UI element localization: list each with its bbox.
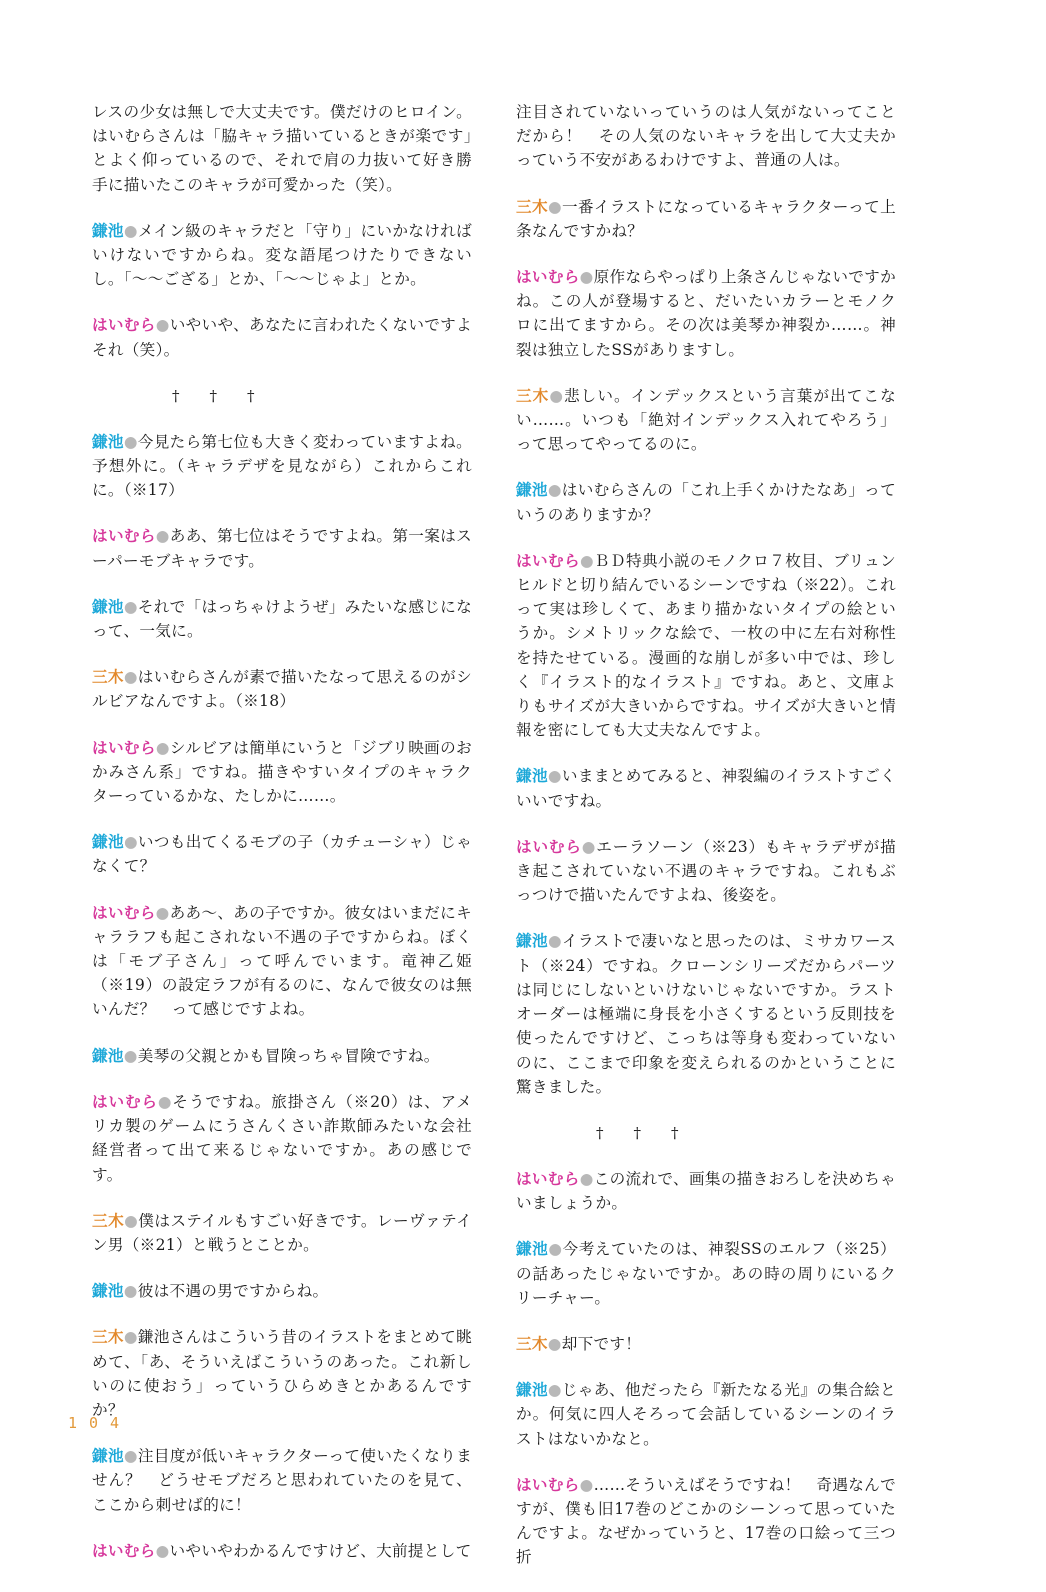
speaker-bullet-icon: ● bbox=[123, 1447, 138, 1466]
dialogue-text: ＢＤ特典小説のモノクロ７枚目、ブリュンヒルドと切り結んでいるシーンですね（※22）。これって実は珍しくて、あまり描かないタイプの絵というか。シメトリックな絵で、一枚の中に左右対称性を持たせている。漫画的な崩しが多い中では、珍しく『イラスト的なイラスト』ですね。あと、文庫よりもサイズが大きいからですね。サイズが大きいと情報を密にしても大丈夫なんですよ。 bbox=[516, 551, 896, 740]
speaker-bullet-icon: ● bbox=[579, 1475, 594, 1494]
dialogue-paragraph bbox=[516, 929, 896, 1098]
speaker-name: 三木 bbox=[92, 668, 124, 687]
speaker-name: はいむら bbox=[516, 1169, 580, 1188]
speaker-bullet-icon: ● bbox=[155, 527, 170, 546]
dialogue-paragraph bbox=[92, 1539, 472, 1563]
dialogue-text: この流れで、画集の描きおろしを決めちゃいましょうか。 bbox=[516, 1169, 897, 1213]
dialogue-paragraph bbox=[516, 384, 896, 457]
dialogue-paragraph bbox=[516, 1167, 896, 1215]
dialogue-text: 今見たら第七位も大きく変わっていますよね。予想外に。（キャラデザを見ながら）これからこれに。（※17） bbox=[92, 432, 472, 500]
dagger-mark: † bbox=[172, 386, 180, 405]
speaker-name: 鎌池 bbox=[516, 767, 548, 786]
speaker-bullet-icon: ● bbox=[155, 316, 170, 335]
dialogue-paragraph bbox=[92, 1209, 472, 1257]
speaker-name: 鎌池 bbox=[92, 597, 124, 616]
dialogue-text: いやいや、あなたに言われたくないですよそれ（笑）。 bbox=[92, 316, 473, 359]
dialogue-paragraph bbox=[92, 1444, 472, 1517]
dialogue-paragraph bbox=[92, 219, 472, 292]
speaker-name: はいむら bbox=[92, 1092, 158, 1111]
dialogue-paragraph bbox=[516, 478, 896, 526]
dialogue-paragraph bbox=[92, 100, 472, 197]
dialogue-text: シルビアは簡単にいうと「ジブリ映画のおかみさん系」ですね。描きやすいタイプのキャラクターっているかな、たしかに……。 bbox=[92, 738, 472, 806]
dialogue-text: 一番イラストになっているキャラクターって上条なんですかね？ bbox=[516, 197, 896, 240]
dialogue-paragraph bbox=[516, 549, 896, 743]
speaker-bullet-icon: ● bbox=[124, 1211, 139, 1230]
speaker-bullet-icon: ● bbox=[157, 1092, 173, 1111]
speaker-bullet-icon: ● bbox=[549, 386, 565, 405]
dialogue-text: エーラソーン（※23）もキャラデザが描き起こされていない不遇のキャラですね。これもぶっつけで描いたんですよね、後姿を。 bbox=[516, 837, 896, 905]
speaker-bullet-icon: ● bbox=[123, 432, 138, 451]
dialogue-paragraph bbox=[92, 430, 472, 503]
section-separator bbox=[516, 1121, 896, 1145]
dialogue-text: 悲しい。インデックスという言葉が出てこない……。いつも「絶対インデックス入れてやろう」って思ってやってるのに。 bbox=[516, 386, 896, 454]
speaker-bullet-icon: ● bbox=[155, 1541, 170, 1560]
speaker-bullet-icon: ● bbox=[547, 932, 562, 951]
dagger-mark: † bbox=[633, 1123, 641, 1142]
dagger-mark: † bbox=[247, 386, 255, 405]
dialogue-paragraph bbox=[92, 524, 472, 572]
dialogue-text: それで「はっちゃけようぜ」みたいな感じになって、一気に。 bbox=[92, 597, 472, 641]
dialogue-paragraph bbox=[92, 1279, 472, 1303]
speaker-name: はいむら bbox=[92, 527, 156, 546]
dialogue-paragraph bbox=[92, 595, 472, 643]
speaker-bullet-icon: ● bbox=[547, 767, 562, 786]
speaker-name: はいむら bbox=[516, 551, 580, 570]
speaker-bullet-icon: ● bbox=[123, 1282, 138, 1301]
speaker-name: 鎌池 bbox=[516, 481, 548, 500]
speaker-name: 鎌池 bbox=[92, 1447, 124, 1466]
speaker-bullet-icon: ● bbox=[155, 903, 170, 922]
dialogue-text: 原作ならやっぱり上条さんじゃないですかね。この人が登場すると、だいたいカラーとモノクロに出てますから。その次は美琴か神裂か……。神裂は独立したSSがありますし。 bbox=[516, 268, 896, 359]
speaker-bullet-icon: ● bbox=[579, 268, 594, 287]
dialogue-paragraph bbox=[92, 736, 472, 809]
speaker-bullet-icon: ● bbox=[548, 1240, 563, 1259]
dialogue-paragraph bbox=[516, 764, 896, 812]
speaker-name: はいむら bbox=[516, 1475, 580, 1494]
dialogue-paragraph bbox=[516, 1378, 896, 1451]
dialogue-paragraph bbox=[92, 830, 472, 878]
dialogue-text: 注目されていないっていうのは人気がないってことだから！ その人気のないキャラを出して大丈夫かっていう不安があるわけですよ、普通の人は。 bbox=[516, 103, 896, 170]
dialogue-paragraph bbox=[92, 1044, 472, 1068]
dialogue-paragraph bbox=[516, 1473, 896, 1570]
speaker-name: はいむら bbox=[92, 1541, 156, 1560]
section-separator bbox=[92, 384, 472, 408]
speaker-bullet-icon: ● bbox=[579, 551, 594, 570]
speaker-name: はいむら bbox=[92, 903, 156, 922]
speaker-name: 三木 bbox=[92, 1211, 125, 1230]
speaker-bullet-icon: ● bbox=[547, 1334, 562, 1353]
speaker-bullet-icon: ● bbox=[547, 481, 562, 500]
dialogue-paragraph bbox=[516, 100, 896, 173]
dialogue-paragraph bbox=[92, 665, 472, 713]
speaker-name: 三木 bbox=[516, 386, 550, 405]
speaker-name: 鎌池 bbox=[92, 221, 124, 240]
speaker-name: はいむら bbox=[516, 268, 580, 287]
dialogue-text: 僕はステイルもすごい好きです。レーヴァテイン男（※21）と戦うとことか。 bbox=[92, 1211, 472, 1254]
speaker-bullet-icon: ● bbox=[123, 833, 138, 852]
speaker-bullet-icon: ● bbox=[123, 597, 138, 616]
dialogue-text: 美琴の父親とかも冒険っちゃ冒険ですね。 bbox=[137, 1046, 440, 1065]
speaker-name: 三木 bbox=[516, 1334, 548, 1353]
dagger-mark: † bbox=[209, 386, 217, 405]
speaker-name: 鎌池 bbox=[516, 1381, 548, 1400]
speaker-bullet-icon: ● bbox=[155, 738, 170, 757]
dialogue-paragraph bbox=[516, 265, 896, 362]
speaker-name: はいむら bbox=[516, 837, 582, 856]
dialogue-text: イラストで凄いなと思ったのは、ミサカワースト（※24）ですね。クローンシリーズだからパーツは同じにしないといけないじゃないですか。ラストオーダーは極端に身長を小さくするという反則技を使ったんですけど、こっちは等身も変わっていないのに、ここまで印象を変えられるのかということに驚きました。 bbox=[516, 932, 896, 1096]
dialogue-text: はいむらさんが素で描いたなって思えるのがシルビアなんですよ。（※18） bbox=[92, 668, 472, 711]
dialogue-paragraph bbox=[516, 1237, 896, 1310]
dialogue-text: 注目度が低いキャラクターって使いたくなりません？ どうせモブだろと思われていたのを見て、ここから刺せば的に！ bbox=[92, 1447, 472, 1514]
page-number: 104 bbox=[68, 1414, 132, 1432]
dialogue-text: ……そういえばそうですね！ 奇遇なんですが、僕も旧17巻のどこかのシーンって思っていたんですよ。なぜかっていうと、17巻の口絵って三つ折 bbox=[516, 1475, 896, 1567]
dialogue-text: 彼は不遇の男ですからね。 bbox=[137, 1282, 329, 1301]
dialogue-paragraph bbox=[516, 1332, 896, 1356]
dialogue-paragraph bbox=[516, 195, 896, 243]
dagger-mark: † bbox=[671, 1123, 679, 1142]
speaker-name: 三木 bbox=[92, 1328, 124, 1347]
speaker-bullet-icon: ● bbox=[123, 1328, 138, 1347]
dialogue-text: 却下です！ bbox=[561, 1334, 642, 1353]
speaker-name: 鎌池 bbox=[92, 1282, 124, 1301]
dialogue-text: ああ～、あの子ですか。彼女はいまだにキャララフも起こされない不遇の子ですからね。ぼくは「モブ子さん」って呼んでいます。竜神乙姫（※19）の設定ラフが有るのに、なんで彼女のは無いんだ？ って感じですよね。 bbox=[92, 903, 472, 1019]
speaker-bullet-icon: ● bbox=[123, 221, 138, 240]
speaker-bullet-icon: ● bbox=[123, 668, 138, 687]
speaker-name: 鎌池 bbox=[516, 1240, 549, 1259]
speaker-name: はいむら bbox=[92, 316, 156, 335]
speaker-bullet-icon: ● bbox=[547, 1381, 562, 1400]
dialogue-paragraph bbox=[92, 1325, 472, 1422]
speaker-name: 鎌池 bbox=[92, 432, 124, 451]
dialogue-text: じゃあ、他だったら『新たなる光』の集合絵とか。何気に四人そろって会話しているシーンのイラストはないかなと。 bbox=[516, 1381, 896, 1448]
dialogue-text: メイン級のキャラだと「守り」にいかなければいけないですからね。変な語尾つけたりできないし。「～～ござる」とか、「～～じゃよ」とか。 bbox=[92, 221, 472, 289]
right-column bbox=[516, 100, 896, 1592]
speaker-bullet-icon: ● bbox=[579, 1169, 594, 1188]
dialogue-text: レスの少女は無しで大丈夫です。僕だけのヒロイン。はいむらさんは「脇キャラ描いているときが楽です」とよく仰っているので、それで肩の力抜いて好き勝手に描いたこのキャラが可愛かった（笑）。 bbox=[92, 103, 472, 194]
speaker-name: 鎌池 bbox=[92, 833, 124, 852]
dialogue-paragraph bbox=[92, 901, 472, 1022]
dialogue-text: はいむらさんの「これ上手くかけたなあ」っていうのありますか？ bbox=[516, 481, 896, 524]
speaker-name: 鎌池 bbox=[92, 1046, 124, 1065]
dialogue-text: いやいやわかるんですけど、大前提として bbox=[169, 1541, 472, 1560]
speaker-bullet-icon: ● bbox=[581, 837, 597, 856]
dialogue-text: 鎌池さんはこういう昔のイラストをまとめて眺めて、「あ、そういえばこういうのあった。これ新しいのに使おう」っていうひらめきとかあるんですか？ bbox=[92, 1328, 472, 1419]
dialogue-text: いままとめてみると、神裂編のイラストすごくいいですね。 bbox=[516, 767, 896, 810]
speaker-bullet-icon: ● bbox=[123, 1046, 138, 1065]
dialogue-paragraph bbox=[92, 313, 472, 361]
speaker-bullet-icon: ● bbox=[547, 197, 562, 216]
dialogue-paragraph bbox=[516, 835, 896, 908]
dialogue-text: そうですね。旅掛さん（※20）は、アメリカ製のゲームにうさんくさい詐欺師みたいな会社経営者って出て来るじゃないですか。あの感じです。 bbox=[92, 1092, 472, 1184]
speaker-name: 鎌池 bbox=[516, 932, 548, 951]
dagger-mark: † bbox=[596, 1123, 604, 1142]
dialogue-text: ああ、第七位はそうですよね。第一案はスーパーモブキャラです。 bbox=[92, 527, 472, 570]
dialogue-text: いつも出てくるモブの子（カチューシャ）じゃなくて？ bbox=[92, 833, 472, 876]
speaker-name: 三木 bbox=[516, 197, 548, 216]
dialogue-paragraph bbox=[92, 1090, 472, 1187]
left-column bbox=[92, 100, 472, 1585]
speaker-name: はいむら bbox=[92, 738, 156, 757]
dialogue-text: 今考えていたのは、神裂SSのエルフ（※25）の話あったじゃないですか。あの時の周りにいるクリーチャー。 bbox=[516, 1240, 896, 1307]
